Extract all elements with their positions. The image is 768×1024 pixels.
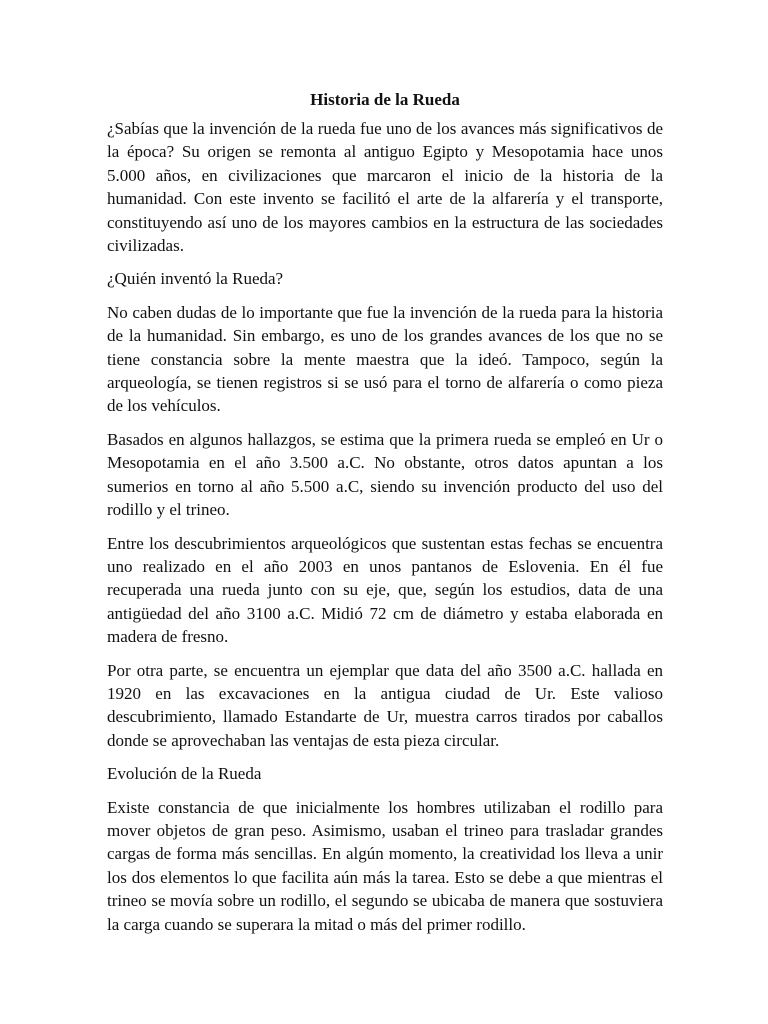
section-heading-evolution: Evolución de la Rueda bbox=[107, 764, 262, 784]
document-title: Historia de la Rueda bbox=[310, 90, 460, 109]
paragraph-slovenia-discovery: Entre los descubrimientos arqueológicos que sustentan estas fechas se encuentra uno realizado en el año 2003 en unos pantanos de Eslovenia. En él fue recuperada una rueda junto con su eje, que, según los estudios, data de una antigüedad del año 3100 a.C. Midió 72 cm de diámetro y estaba elaborada en madera de fresno. bbox=[107, 533, 663, 647]
section-heading-who-invented: ¿Quién inventó la Rueda? bbox=[107, 269, 284, 289]
paragraph-standard-of-ur: Por otra parte, se encuentra un ejemplar que data del año 3500 a.C. hallada en 1920 en las excavaciones en la antigua ciudad de Ur. Este valioso descubrimiento, llamado Estandarte de Ur, muestra carros tirados por caballos donde se aprovechaban las ventajas de esta pieza circular. bbox=[107, 660, 663, 750]
paragraph-importance: No caben dudas de lo importante que fue la invención de la rueda para la historia de la humanidad. Sin embargo, es uno de los grandes avances de los que no se tiene constancia sobre la mente maestra que la ideó. Tampoco, según la arqueología, se tienen registros si se usó para el torno de alfarería o como pieza de los vehículos. bbox=[107, 302, 663, 416]
paragraph-findings: Basados en algunos hallazgos, se estima que la primera rueda se empleó en Ur o Mesopotamia en el año 3.500 a.C. No obstante, otros datos apuntan a los sumerios en torno al año 5.500 a.C, siendo su invención producto del uso del rodillo y el trineo. bbox=[107, 429, 663, 520]
paragraph-intro: ¿Sabías que la invención de la rueda fue uno de los avances más significativos de la época? Su origen se remonta al antiguo Egipto y Mesopotamia hace unos 5.000 años, en civilizaciones que marcaron el inicio de la historia de la humanidad. Con este invento se facilitó el arte de la alfarería y el transporte, constituyendo así uno de los mayores cambios en la estructura de las sociedades civilizadas. bbox=[107, 119, 663, 256]
paragraph-roller-and-sled: Existe constancia de que inicialmente los hombres utilizaban el rodillo para mover objetos de gran peso. Asimismo, usaban el trineo para trasladar grandes cargas de forma más sencillas. En algún momento, la creatividad los lleva a unir los dos elementos lo que facilita aún más la tarea. Esto se debe a que mientras el trineo se movía sobre un rodillo, el segundo se ubicaba de manera que sostuviera la carga cuando se superara la mitad o más del primer rodillo. bbox=[107, 797, 663, 934]
document-page bbox=[107, 88, 663, 946]
